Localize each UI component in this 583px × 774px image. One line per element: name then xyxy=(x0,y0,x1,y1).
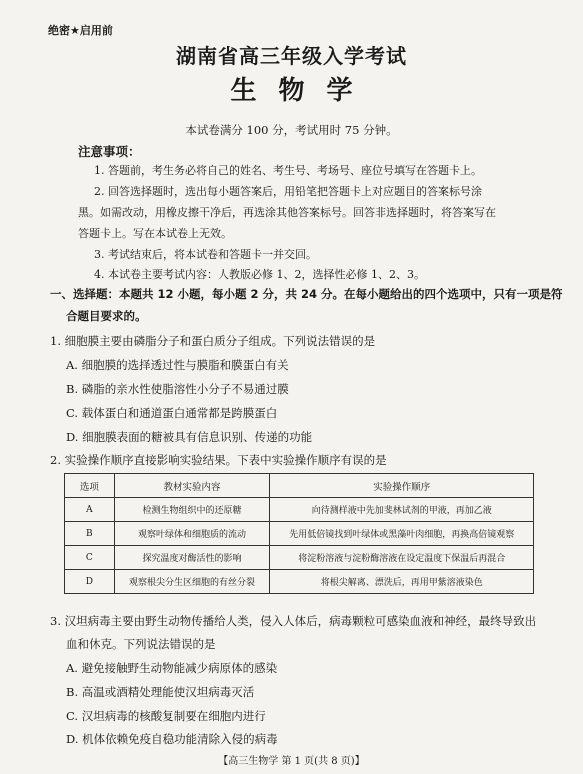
notice-line: 答题卡上。写在本试卷上无效。 xyxy=(78,227,232,240)
question-3-stem-cont: 血和休克。下列说法错误的是 xyxy=(66,637,216,651)
table-cell: 将根尖解离、漂洗后，再用甲紫溶液染色 xyxy=(270,570,534,594)
notice-title: 注意事项： xyxy=(78,144,141,159)
table-header: 教材实验内容 xyxy=(114,474,270,498)
table-cell: B xyxy=(65,522,115,546)
experiment-table xyxy=(64,473,534,594)
table-row xyxy=(65,546,534,570)
table-cell: 向待测样液中先加斐林试剂的甲液，再加乙液 xyxy=(270,498,534,522)
q3-option-a: A. 避免接触野生动物能减少病原体的感染 xyxy=(66,661,278,675)
table-cell: A xyxy=(65,498,115,522)
q1-option-a: A. 细胞膜的选择透过性与膜脂和膜蛋白有关 xyxy=(66,358,289,372)
table-cell: D xyxy=(65,570,115,594)
table-header: 实验操作顺序 xyxy=(270,474,534,498)
subject-title: 生物学 xyxy=(230,76,375,106)
notice-line: 3. 考试结束后，将本试卷和答题卡一并交回。 xyxy=(94,248,317,261)
table-cell: 将淀粉溶液与淀粉酶溶液在设定温度下保温后再混合 xyxy=(270,546,534,570)
table-cell: 检测生物组织中的还原糖 xyxy=(114,498,270,522)
table-cell: 探究温度对酶活性的影响 xyxy=(114,546,270,570)
table-header: 选项 xyxy=(65,474,115,498)
notice-line: 1. 答题前，考生务必将自己的姓名、考生号、考场号、座位号填写在答题卡上。 xyxy=(94,164,482,177)
q1-option-b: B. 磷脂的亲水性使脂溶性小分子不易通过膜 xyxy=(66,382,289,396)
notice-line: 黑。如需改动，用橡皮擦干净后，再选涂其他答案标号。回答非选择题时，将答案写在 xyxy=(78,206,496,219)
page-footer: 【高三生物学 第 1 页(共 8 页)】 xyxy=(218,756,365,767)
question-1-stem: 1. 细胞膜主要由磷脂分子和蛋白质分子组成。下列说法错误的是 xyxy=(50,334,376,348)
notice-line: 4. 本试卷主要考试内容：人教版必修 1、2，选择性必修 1、2、3。 xyxy=(94,268,425,281)
table-cell: 观察根尖分生区细胞的有丝分裂 xyxy=(114,570,270,594)
exam-title: 湖南省高三年级入学考试 xyxy=(176,44,407,68)
table-header-row xyxy=(65,474,534,498)
q1-option-d: D. 细胞膜表面的糖被具有信息识别、传递的功能 xyxy=(66,430,313,444)
table-row xyxy=(65,522,534,546)
table-cell: C xyxy=(65,546,115,570)
q3-option-d: D. 机体依赖免疫自稳功能清除入侵的病毒 xyxy=(66,732,278,746)
table-cell: 观察叶绿体和细胞质的流动 xyxy=(114,522,270,546)
q1-option-c: C. 载体蛋白和通道蛋白通常都是跨膜蛋白 xyxy=(66,406,278,420)
section-heading: 一、选择题：本题共 12 小题，每小题 2 分，共 24 分。在每小题给出的四个选项中，只有一项是符 xyxy=(50,287,563,301)
secret-mark: 绝密★启用前 xyxy=(48,24,113,37)
table-row xyxy=(65,570,534,594)
notice-line: 2. 回答选择题时，选出每小题答案后，用铅笔把答题卡上对应题目的答案标号涂 xyxy=(94,185,482,198)
table-cell: 先用低倍镜找到叶绿体或黑藻叶肉细胞，再换高倍镜观察 xyxy=(270,522,534,546)
q3-option-c: C. 汉坦病毒的核酸复制要在细胞内进行 xyxy=(66,709,266,723)
question-3-stem: 3. 汉坦病毒主要由野生动物传播给人类，侵入人体后，病毒颗粒可感染血液和神经，最终导致出 xyxy=(50,614,537,628)
exam-info: 本试卷满分 100 分，考试用时 75 分钟。 xyxy=(185,123,398,137)
question-2-stem: 2. 实验操作顺序直接影响实验结果。下表中实验操作顺序有误的是 xyxy=(50,453,387,467)
table-row xyxy=(65,498,534,522)
q3-option-b: B. 高温或酒精处理能使汉坦病毒灭活 xyxy=(66,685,255,699)
section-heading-cont: 合题目要求的。 xyxy=(66,309,147,323)
